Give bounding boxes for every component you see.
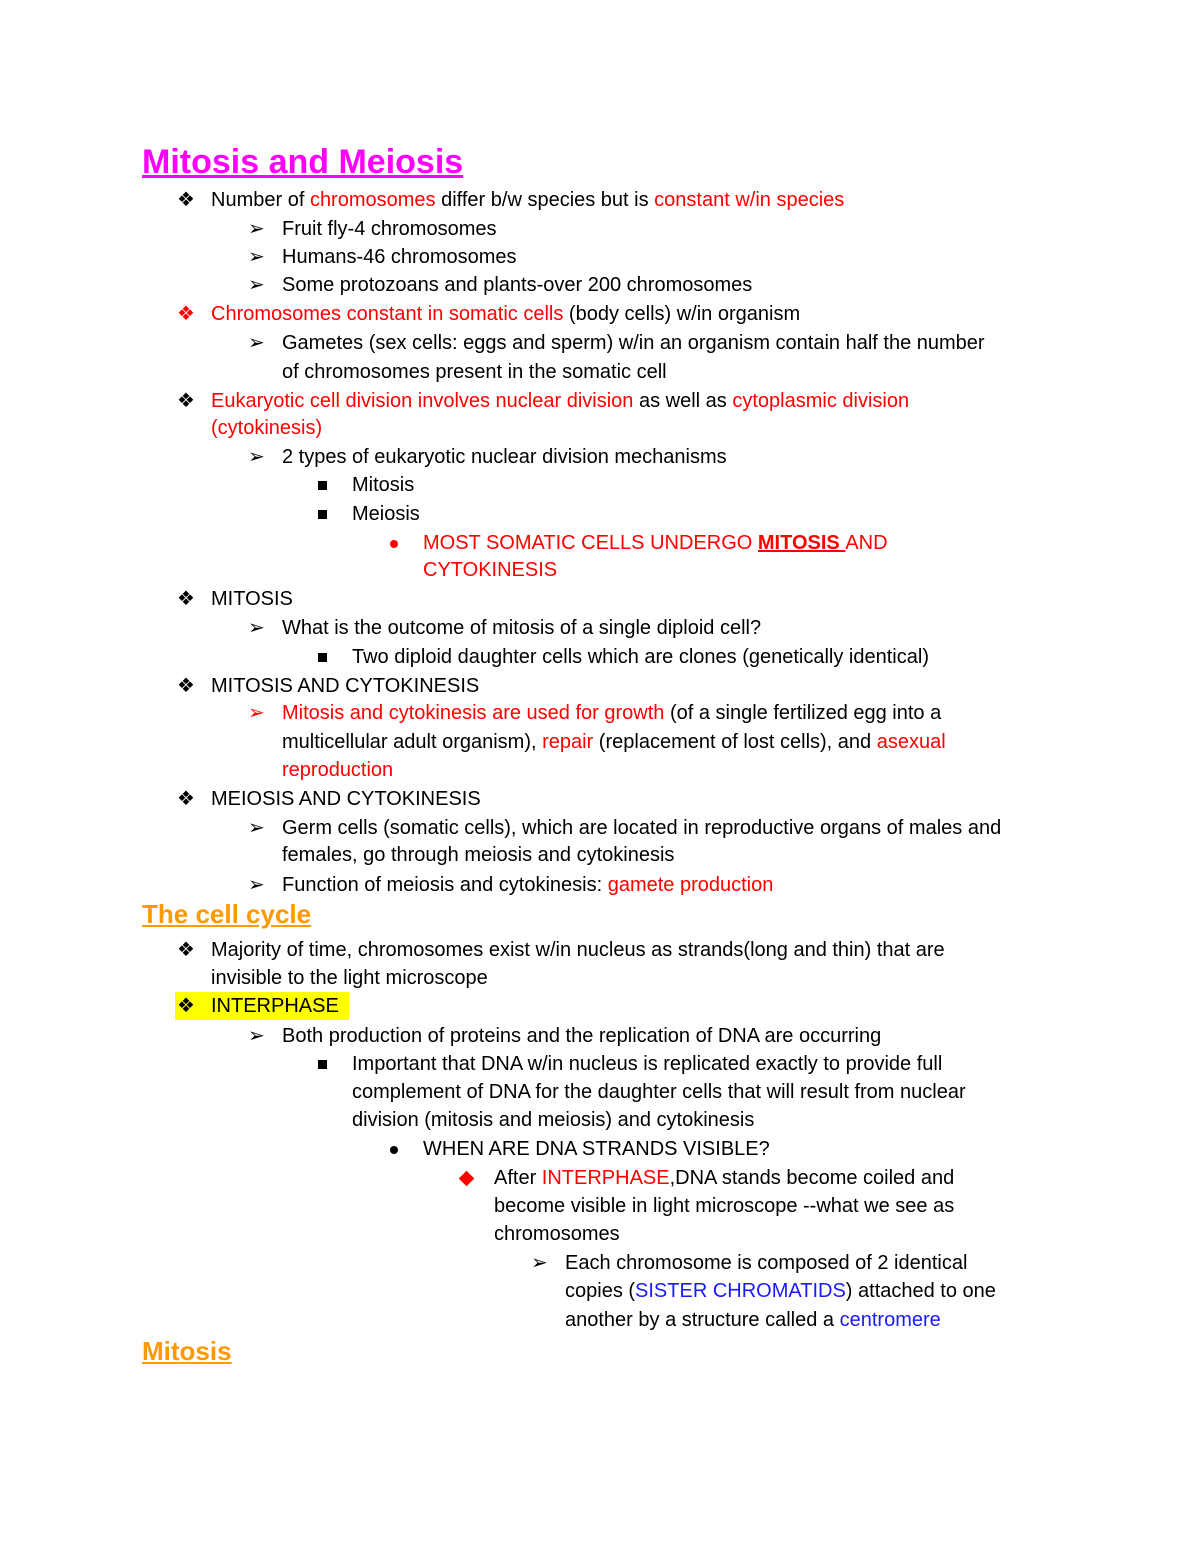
list-item: What is the outcome of mitosis of a single diploid cell? xyxy=(282,617,762,639)
list-item: Two diploid daughter cells which are clones (genetically identical) xyxy=(352,646,929,668)
list-item-continuation: (cytokinesis) xyxy=(211,417,323,439)
text-red: chromosomes xyxy=(309,189,436,211)
list-item-continuation: chromosomes xyxy=(494,1223,620,1245)
diamond-bullet-icon: ❖ xyxy=(177,995,195,1017)
list-item-continuation: reproduction xyxy=(282,759,394,781)
arrow-bullet-icon: ➢ xyxy=(248,218,265,240)
list-item-continuation: females, go through meiosis and cytokinesis xyxy=(282,844,675,866)
list-item: Important that DNA w/in nucleus is replicated exactly to provide full xyxy=(352,1053,943,1075)
list-item: MITOSIS AND CYTOKINESIS xyxy=(211,675,480,697)
diamond-bullet-icon: ❖ xyxy=(177,189,195,211)
list-item xyxy=(282,699,941,727)
arrow-bullet-icon: ➢ xyxy=(531,1252,548,1274)
list-item: INTERPHASE xyxy=(211,995,339,1017)
list-item: Both production of proteins and the replication of DNA are occurring xyxy=(282,1025,882,1047)
text: ,DNA stands become coiled and xyxy=(669,1167,955,1189)
list-item-continuation xyxy=(565,1306,941,1334)
list-item: MEIOSIS AND CYTOKINESIS xyxy=(211,788,481,810)
text-blue: SISTER CHROMATIDS xyxy=(635,1280,846,1302)
text: (of a single fertilized egg into a xyxy=(664,702,942,724)
list-item-continuation: complement of DNA for the daughter cells that will result from nuclear xyxy=(352,1081,966,1103)
square-bullet-icon xyxy=(318,500,327,528)
list-item: MITOSIS xyxy=(211,588,293,610)
diamond-bullet-icon xyxy=(461,1164,472,1192)
diamond-bullet-icon: ❖ xyxy=(177,588,195,610)
list-item xyxy=(282,871,773,899)
text: as well as xyxy=(633,390,733,412)
heading-mitosis-and-meiosis: Mitosis and Meiosis xyxy=(142,143,464,181)
list-item xyxy=(211,387,909,415)
arrow-bullet-icon: ➢ xyxy=(248,874,265,896)
list-item xyxy=(494,1164,954,1192)
text-red: Mitosis and cytokinesis are used for growth xyxy=(282,702,665,724)
heading-mitosis: Mitosis xyxy=(142,1336,232,1366)
circle-bullet-icon xyxy=(390,529,398,557)
list-item-continuation: become visible in light microscope --what we see as xyxy=(494,1195,955,1217)
arrow-bullet-icon: ➢ xyxy=(248,702,265,724)
list-item: Fruit fly-4 chromosomes xyxy=(282,218,497,240)
text: Number of xyxy=(211,189,310,211)
list-item: Gametes (sex cells: eggs and sperm) w/in an organism contain half the number xyxy=(282,332,985,354)
list-item-continuation xyxy=(282,728,946,756)
arrow-bullet-icon: ➢ xyxy=(248,817,265,839)
list-item-continuation: CYTOKINESIS xyxy=(423,559,558,581)
text: (body cells) w/in organism xyxy=(563,303,801,325)
list-item: 2 types of eukaryotic nuclear division mechanisms xyxy=(282,446,727,468)
text: After xyxy=(494,1167,542,1189)
circle-bullet-icon xyxy=(390,1135,398,1163)
diamond-bullet-icon: ❖ xyxy=(177,303,195,325)
square-bullet-icon xyxy=(318,471,327,499)
text: another by a structure called a xyxy=(565,1309,840,1331)
diamond-bullet-icon: ❖ xyxy=(177,675,195,697)
text: differ b/w species but is xyxy=(435,189,655,211)
text: Function of meiosis and cytokinesis: xyxy=(282,874,608,896)
text-red: asexual xyxy=(876,731,946,753)
list-item: Mitosis xyxy=(352,474,415,496)
text-red: gamete production xyxy=(607,874,774,896)
list-item: Humans-46 chromosomes xyxy=(282,246,517,268)
text-red: Eukaryotic cell division involves nuclear division xyxy=(211,390,634,412)
list-item: Germ cells (somatic cells), which are located in reproductive organs of males and xyxy=(282,817,1002,839)
text: ) attached to one xyxy=(845,1280,996,1302)
text: copies ( xyxy=(565,1280,636,1302)
list-item: Meiosis xyxy=(352,503,420,525)
text-red: constant w/in species xyxy=(654,189,845,211)
text: multicellular adult organism), xyxy=(282,731,543,753)
arrow-bullet-icon: ➢ xyxy=(248,1025,265,1047)
text: (replacement of lost cells), and xyxy=(593,731,877,753)
arrow-bullet-icon: ➢ xyxy=(248,446,265,468)
square-bullet-icon xyxy=(318,1050,327,1078)
text-red: repair xyxy=(542,731,594,753)
list-item xyxy=(211,186,844,214)
diamond-bullet-icon: ❖ xyxy=(177,390,195,412)
list-item-continuation: invisible to the light microscope xyxy=(211,967,488,989)
text-red: INTERPHASE xyxy=(541,1167,670,1189)
list-item: WHEN ARE DNA STRANDS VISIBLE? xyxy=(423,1138,770,1160)
arrow-bullet-icon: ➢ xyxy=(248,274,265,296)
list-item: Some protozoans and plants-over 200 chromosomes xyxy=(282,274,753,296)
diamond-bullet-icon: ❖ xyxy=(177,939,195,961)
heading-the-cell-cycle: The cell cycle xyxy=(142,899,312,929)
list-item: Majority of time, chromosomes exist w/in nucleus as strands(long and thin) that are xyxy=(211,939,945,961)
list-item xyxy=(423,529,888,557)
text-red: MOST SOMATIC CELLS UNDERGO xyxy=(423,532,758,554)
list-item xyxy=(211,300,800,328)
arrow-bullet-icon: ➢ xyxy=(248,617,265,639)
arrow-bullet-icon: ➢ xyxy=(248,246,265,268)
square-bullet-icon xyxy=(318,643,327,671)
text-red: Chromosomes constant in somatic cells xyxy=(211,303,564,325)
text-blue: centromere xyxy=(839,1309,941,1331)
list-item-continuation xyxy=(565,1277,996,1305)
list-item-continuation: of chromosomes present in the somatic cell xyxy=(282,361,667,383)
list-item-continuation: division (mitosis and meiosis) and cytokinesis xyxy=(352,1109,755,1131)
text-red: cytoplasmic division xyxy=(732,390,910,412)
arrow-bullet-icon: ➢ xyxy=(248,332,265,354)
text-red: AND xyxy=(845,532,888,554)
text-red-underlined: MITOSIS xyxy=(757,532,846,554)
list-item: Each chromosome is composed of 2 identical xyxy=(565,1252,968,1274)
diamond-bullet-icon: ❖ xyxy=(177,788,195,810)
